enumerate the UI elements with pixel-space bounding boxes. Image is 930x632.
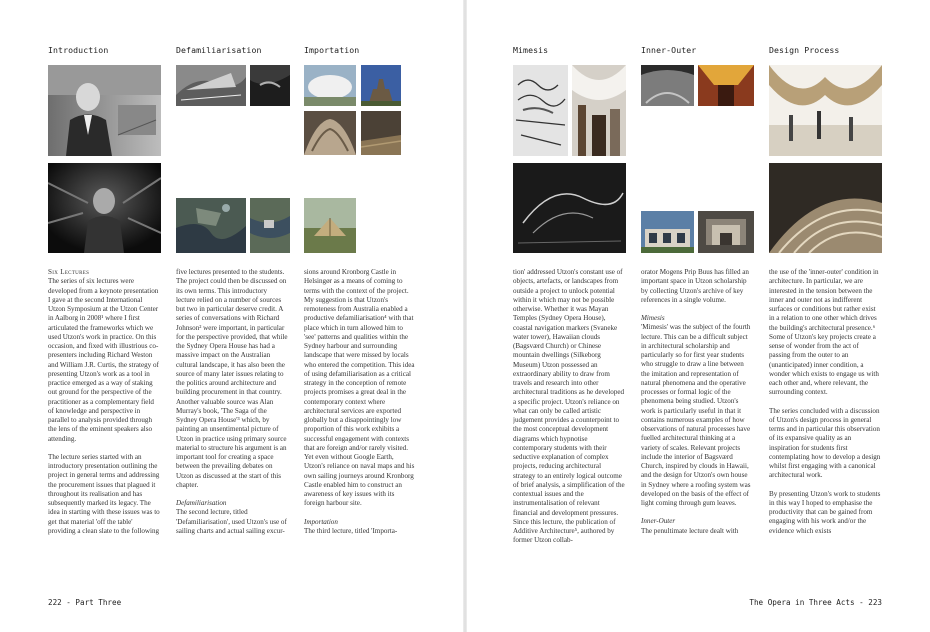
photo-mayan-temple [361, 65, 401, 106]
text-column-6 [769, 268, 881, 545]
paragraph-text: orator Mogens Prip Buus has filled an important space in Utzon scholarship by collecting Utzon's archive of key references in a single volume. [641, 268, 749, 304]
paragraph-text: The lecture series started with an introductory presentation outlining the project in general terms and addressing the procurement issues that plagued it throughout its realisation and has subsequently marked its legacy. The idea in starting with these issues was to get that material 'off the table' providing a clean slate to the following [48, 452, 160, 535]
paragraph [304, 268, 416, 509]
heading-design-process: Design Process [769, 45, 840, 55]
photo-utzon-dark [48, 163, 161, 253]
paragraph-lead: Six Lectures [48, 268, 90, 276]
photo-roof-shells [304, 111, 356, 155]
photo-house-exterior [641, 211, 694, 253]
paragraph [769, 268, 881, 398]
paragraph-text: five lectures presented to the students. The project could then be discussed on its own terms. This introductory lecture relied on a number of sources but two in particular deserve credit. A series of conversations with Richard Johnson² were important, in particular for the perspective provided, that while the Sydney Opera House has had a massive impact on the Australian cultural landscape, it has also been the source of many later issues relating to the politics around architecture and building procurement in that country. Another valuable source was Alan Murray's book, 'The Saga of the Sydney Opera House'³ which, by painting an unsentimental picture of Utzon in practice using primary source material to structure his argument is an important tool for creating a space between the prevailing debates on Utzon as discussed at the start of this chapter. [176, 268, 288, 489]
photo-vaulted-interior [769, 65, 882, 156]
photo-ribbed-vault [769, 163, 882, 253]
paragraph-text: tion' addressed Utzon's constant use of objects, artefacts, or landscapes from outside a project to unlock potential within it which may not be possible otherwise. Whether it was Mayan Temples (Sydney Opera House), coastal navigation markers (Svaneke water tower), Hawaiian clouds (Bagsværd Church) or Chinese mountain dwellings (Silkeborg Museum) Utzon possessed an extraordinary ability to draw from travels and research into other architectural traditions as he developed a specific project. Utzon's reliance on what can only be called artistic judgement provides a counterpoint to the most conceptual development diagrams which hypnotise contemporary students with their seductive explanation of complex projects, reducing architectural strategy to an entirely logical outcome of brief analysis, a simplification of the contextual issues and the instrumentalisation of relevant financial and development pressures. Since this lecture, the publication of Additive Architecture⁵, authored by former Utzon collab- [513, 268, 625, 545]
photo-interior-warm [698, 65, 754, 106]
heading-mimesis: Mimesis [513, 45, 549, 55]
photo-harbour-aerial [250, 65, 290, 106]
photo-sailing-chart [176, 65, 246, 106]
heading-importation: Importation [304, 45, 360, 55]
paragraph [769, 490, 881, 536]
gutter [463, 0, 467, 632]
paragraph-text: The series of six lectures were developed from a keynote presentation I gave at the second International Utzon Symposium at the Utzon Center in Aalborg in 2008¹ where I first articulated the frameworks which we used Utzon's work in practice. On this occasion, and fixed with illustrious co-presenters including Richard Weston and William J.R. Curtis, the strategy of presenting Utzon's work as a tool in practice emerged as a way of staking out ground for the perspective of the practitioner as a complementary field of knowledge and perspective in parallel to analysis provided through the lens of the eminent speakers also attending. [48, 277, 159, 443]
paragraph-subheading: Inner-Outer [641, 517, 676, 526]
paragraph [641, 268, 753, 305]
paragraph [48, 453, 160, 536]
sketch-bagsvaerd-clouds [513, 65, 568, 156]
paragraph [176, 499, 288, 536]
paragraph-text: The penultimate lecture dealt with [641, 526, 739, 535]
photo-interior-hall [698, 211, 754, 253]
text-column-1 [48, 268, 160, 545]
paragraph-subheading: Defamiliarisation [176, 499, 227, 507]
photo-satellite-harbour [176, 198, 246, 253]
paragraph-text: sions around Kronborg Castle in Helsingør as a means of coming to terms with the context of the project. My suggestion is that Utzon's remoteness from Australia enabled a productive defamiliarisation⁴ with that place which in turn allowed him to 'see' patterns and qualities within the Sydney harbour and surrounding landscape that were missed by locals who entered the competition. This idea of using defamiliarisation as a critical strategy in the conception of remote projects promises a great deal in the contemporary context where architectural services are exported globally but a disappointingly low proportion of this work exhibits a successful engagement with contexts that are foreign and/or rarely visited. Yet even without Google Earth, Utzon's reliance on naval maps and his own sailing journeys around Kronborg Castle enabled him to construct an awareness of key issues with its foreign harbour site. [304, 268, 415, 508]
folio-left: 222 - Part Three [48, 598, 122, 607]
photo-utzon-portrait [48, 65, 161, 156]
photo-cloud-temple [304, 65, 356, 106]
paragraph [304, 518, 416, 537]
heading-inner-outer: Inner-Outer [641, 45, 697, 55]
paragraph-text: 'Mimesis' was the subject of the fourth lecture. This can be a difficult subject in architectural scholarship and particularly so for first year students who struggle to draw a line between the imitation and representation of natural phenomena and the operative processes or formal logic of the phenomena being studied. Utzon's work is particularly useful in that it contains numerous examples of how observations of natural processes have fuelled architectural thinking at a variety of scales. Relevant projects include the interior of Bagsværd Church, inspired by clouds in Hawaii, and the design for Utzon's own house in Sydney where a roofing system was developed on the basis of the effect of light coming through gum leaves. [641, 323, 751, 507]
photo-church-interior [572, 65, 626, 156]
paragraph-text: The third lecture, titled 'Importa- [304, 526, 398, 535]
photo-harbour-map [250, 198, 290, 253]
paragraph-text: The second lecture, titled 'Defamiliarisation', used Utzon's use of sailing charts and actual sailing excur- [176, 508, 287, 535]
heading-introduction: Introduction [48, 45, 109, 55]
paragraph [641, 517, 753, 536]
photo-tent-landscape [304, 198, 356, 253]
paragraph [769, 407, 881, 481]
text-column-3 [304, 268, 416, 545]
text-column-5 [641, 268, 753, 545]
photo-sketch-dark [513, 163, 626, 253]
text-column-4 [513, 268, 625, 555]
paragraph [48, 268, 160, 444]
paragraph-text: The series concluded with a discussion of Utzon's design process in general terms and in particular this observation of its expansive quality as an inspiration for students first contemplating how to develop a design whilst first engaging with a canonical architectural work. [769, 406, 881, 480]
paragraph [641, 314, 753, 508]
text-column-2 [176, 268, 288, 545]
heading-defamiliarisation: Defamiliarisation [176, 45, 262, 55]
paragraph-text: By presenting Utzon's work to students in this way I hoped to emphasise the productivity that can be gained from engaging with his work and/or the evidence which exists [769, 489, 881, 535]
paragraph-subheading: Mimesis [641, 314, 665, 322]
paragraph [176, 268, 288, 490]
photo-platform-steps [361, 111, 401, 155]
paragraph [513, 268, 625, 546]
photo-concrete-shell [641, 65, 694, 106]
paragraph-text: the use of the 'inner-outer' condition in architecture. In particular, we are interested in the tension between the inner and outer not as indifferent surfaces or conditions but rather exist in a relation to one other which drives the building's architectural presence.⁶ Some of Utzon's key projects create a sense of wonder from the act of passing from the outer to an (unanticipated) inner condition, a wonder which exists to engage us with each other and, where relevant, the surrounding context. [769, 268, 879, 397]
paragraph-subheading: Importation [304, 517, 338, 526]
folio-right: The Opera in Three Acts - 223 [749, 598, 882, 607]
